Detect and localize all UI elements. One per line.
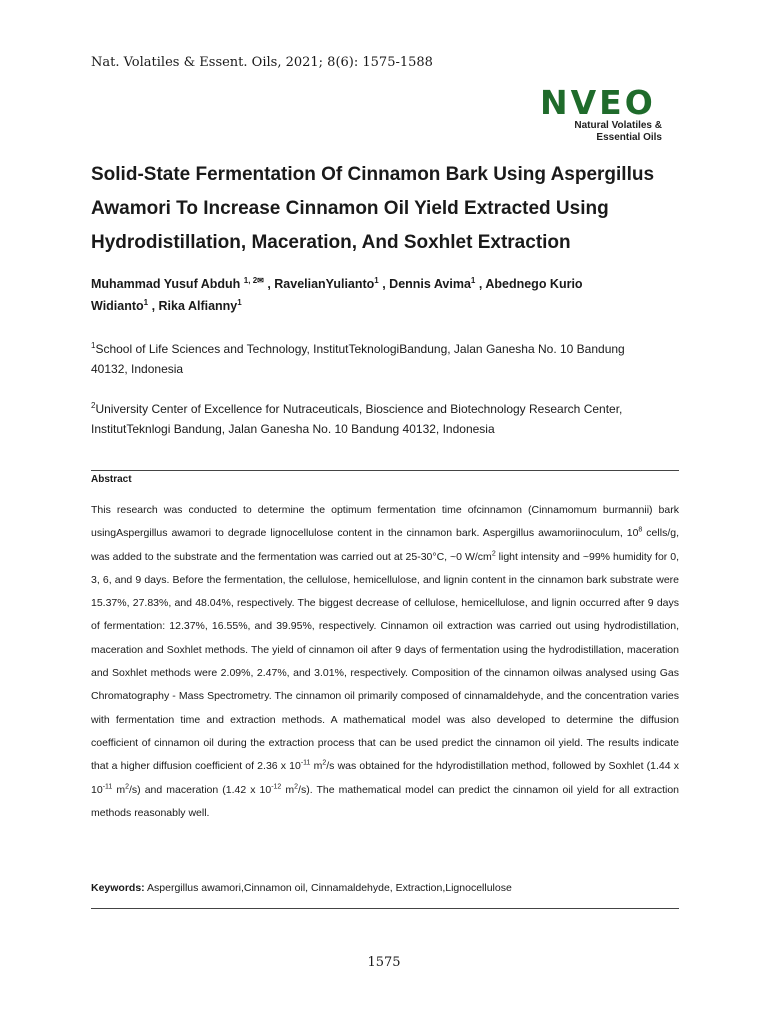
affiliation-2-line-2: InstitutTeknlogi Bandung, Jalan Ganesha No. 10 Bandung 40132, Indonesia [91,422,495,436]
affiliation-1-line-2: 40132, Indonesia [91,362,184,376]
abstract-superscript: -11 [300,759,311,767]
author-line-2: Widianto$^1$ , Rika Alfianny$^1$ [91,297,242,313]
journal-logo [540,83,670,144]
keywords [91,882,512,894]
keywords-label: Keywords: [91,882,145,894]
affiliation-text: University Center of Excellence for Nutraceuticals, Bioscience and Biotechnology Research Center, [95,402,623,416]
abstract-text: m [310,760,323,773]
author-name: Muhammad Yusuf Abduh [91,277,241,291]
author-affiliation-sup: 1 [374,275,379,285]
abstract-text: This research was conducted to determine the optimum fermentation time ofcinnamon (Cinnamomum burmannii) bark usingAspergillus awamori to degrade lignocellulose content in the cinnamon bark. Aspergillus awamoriinoculum, 10 [91,504,679,540]
title-line-3: Hydrodistillation, Maceration, And Soxhlet Extraction [91,232,571,253]
abstract-superscript: 2 [125,783,129,791]
title-line-2: Awamori To Increase Cinnamon Oil Yield Extracted Using [91,198,609,219]
logo-subtitle [540,120,662,144]
abstract-superscript: -11 [102,783,113,791]
abstract-body [91,499,679,825]
abstract-superscript: -12 [271,783,282,791]
keywords-bottom-divider [91,908,679,909]
affiliation-text: School of Life Sciences and Technology, InstitutTeknologiBandung, Jalan Ganesha No. 10 Bandung [95,342,625,356]
affiliation-2-line-1 [91,399,681,419]
corresponding-author-icon[interactable]: ✉ [257,275,264,285]
author-name: Rika Alfianny [158,299,238,313]
author-affiliation-sup: 1 [143,297,149,307]
author-name: Widianto [91,299,144,313]
author-name: Dennis Avima [389,277,471,291]
logo-mark: NVEO [540,83,656,122]
abstract-text: /s) and maceration (1.42 x 10 [129,783,272,796]
author-list [91,273,691,317]
journal-reference: Nat. Volatiles & Essent. Oils, 2021; 8(6): 1575-1588 [91,55,433,70]
author-name: RavelianYulianto [274,277,375,291]
affiliation-number: 1 [91,341,96,350]
page-number: 1575 [367,955,401,970]
affiliation-1 [91,339,681,379]
author-line-1: Muhammad Yusuf Abduh $^{1, 2✉}$ , RavelianYulianto$^1$ , Dennis Avima$^1$ , Abednego Kurio [91,275,583,291]
keywords-text: Aspergillus awamori,Cinnamon oil, Cinnamaldehyde, Extraction,Lignocellulose [144,882,512,894]
abstract-text: light intensity and ~99% humidity for 0, 3, 6, and 9 days. Before the fermentation, the cellulose, hemicellulose, and lignin content in the cinnamon bark substrate were 15.37%, 27.83%, and 48.04%, respectively. The biggest decrease of cellulose, hemicellulose, and lignin occurred after 9 days of fermentation: 12.37%, 16.55%, and 39.95%, respectively. Cinnamon oil extraction was carried out using hydrodistillation, maceration and Soxhlet methods. The yield of cinnamon oil after 9 days of fermentation using the hydrodistillation, maceration and Soxhlet methods were 2.09%, 2.47%, and 3.01%, respectively. Composition of the cinnamon oilwas analysed using Gas Chromatography - Mass Spectrometry. The cinnamon oil primarily composed of cinnamaldehyde, and the concentration varies with fermentation time and extraction methods. A mathematical model was also developed to determine the diffusion coefficient of cinnamon oil during the extraction process that can be used predict the cinnamon oil yield. The results indicate that a higher diffusion coefficient of 2.36 x 10 [91,550,679,773]
author-affiliation-sup: 1, 2 [243,275,258,285]
abstract-superscript: 2 [491,550,496,558]
abstract-superscript: 8 [638,526,643,534]
abstract-text: /s). The mathematical model can predict the cinnamon oil yield for all extraction methods reasonably well. [91,783,680,819]
logo-subtitle-line1: Natural Volatiles & [574,120,662,131]
abstract-heading: Abstract [91,474,132,485]
affiliation-number: 2 [91,401,96,410]
author-affiliation-sup: 1 [237,297,242,307]
abstract-text: m [281,783,295,796]
author-name: Abednego Kurio [485,277,583,291]
affiliation-1-line-1 [91,339,681,359]
abstract-text: cells/g, was added to the substrate and the fermentation was carried out at 25-30°C, ~0 W/cm [91,527,679,563]
abstract-text: m [112,783,126,796]
abstract-text: /s was obtained for the hdyrodistillation method, followed by Soxhlet (1.44 x 10 [91,760,679,796]
logo-subtitle-line2: Essential Oils [596,132,662,143]
abstract-superscript: 2 [294,783,299,791]
abstract-superscript: 2 [322,759,327,767]
title-line-1: Solid-State Fermentation Of Cinnamon Bark Using Aspergillus [91,164,655,185]
author-affiliation-sup: 1 [470,275,476,285]
paper-title [91,158,691,260]
affiliation-2 [91,399,681,439]
abstract-top-divider [91,470,679,471]
